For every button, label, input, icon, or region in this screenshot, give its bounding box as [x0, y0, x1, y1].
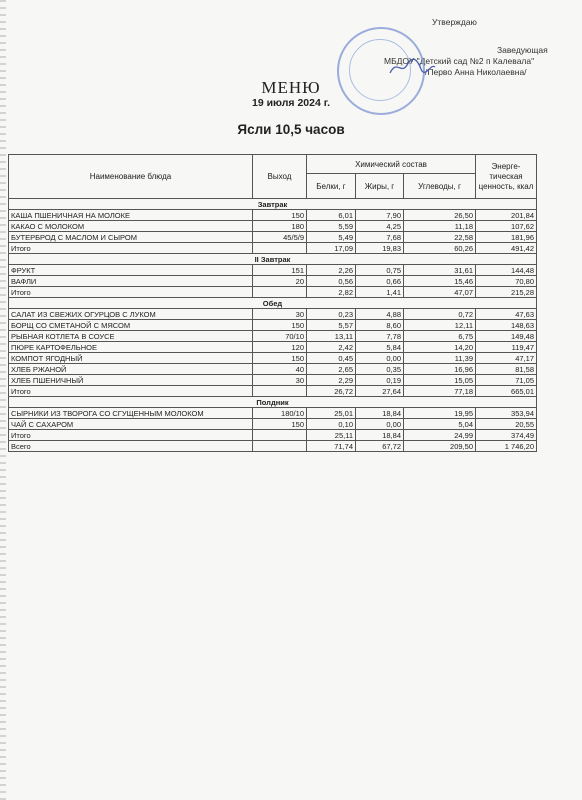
table-row — [9, 353, 537, 364]
protein-cell: 2,26 — [307, 265, 356, 276]
fat-cell: 0,00 — [356, 353, 404, 364]
output-cell: 30 — [253, 309, 307, 320]
protein-cell: 71,74 — [307, 441, 356, 452]
total-row — [9, 430, 537, 441]
output-cell: 150 — [253, 353, 307, 364]
energy-cell: 215,28 — [476, 287, 537, 298]
output-cell: 45/5/9 — [253, 232, 307, 243]
table-row — [9, 375, 537, 386]
output-cell: 180/10 — [253, 408, 307, 419]
table-row — [9, 265, 537, 276]
dish-name: СЫРНИКИ ИЗ ТВОРОГА СО СГУЩЕННЫМ МОЛОКОМ — [9, 408, 253, 419]
energy-cell: 47,17 — [476, 353, 537, 364]
dish-name: Всего — [9, 441, 253, 452]
carb-cell: 16,96 — [404, 364, 476, 375]
carb-cell: 77,18 — [404, 386, 476, 397]
table-row — [9, 408, 537, 419]
protein-cell: 2,42 — [307, 342, 356, 353]
dish-name: Итого — [9, 386, 253, 397]
energy-cell: 144,48 — [476, 265, 537, 276]
approve-organization: МБДОУ "Детский сад №2 п Калевала" — [384, 56, 535, 66]
carb-cell: 11,39 — [404, 353, 476, 364]
section-title: Завтрак — [9, 199, 537, 210]
fat-header: Жиры, г — [356, 174, 404, 199]
page-binding-edge — [0, 0, 6, 800]
output-cell: 151 — [253, 265, 307, 276]
output-cell: 20 — [253, 276, 307, 287]
carb-cell: 12,11 — [404, 320, 476, 331]
dish-name: БОРЩ СО СМЕТАНОЙ С МЯСОМ — [9, 320, 253, 331]
protein-cell: 2,65 — [307, 364, 356, 375]
carb-cell: 15,05 — [404, 375, 476, 386]
carb-cell: 26,50 — [404, 210, 476, 221]
approve-label: Утверждаю — [432, 17, 477, 27]
output-cell: 40 — [253, 364, 307, 375]
section-row — [9, 254, 537, 265]
table-row — [9, 232, 537, 243]
table-row — [9, 320, 537, 331]
protein-cell: 6,01 — [307, 210, 356, 221]
energy-cell: 107,62 — [476, 221, 537, 232]
protein-cell: 25,11 — [307, 430, 356, 441]
fat-cell: 5,84 — [356, 342, 404, 353]
protein-cell: 26,72 — [307, 386, 356, 397]
energy-cell: 201,84 — [476, 210, 537, 221]
output-cell: 70/10 — [253, 331, 307, 342]
energy-cell: 491,42 — [476, 243, 537, 254]
section-row — [9, 397, 537, 408]
energy-cell: 70,80 — [476, 276, 537, 287]
signature — [387, 55, 437, 79]
dish-name: Итого — [9, 287, 253, 298]
fat-cell: 4,25 — [356, 221, 404, 232]
energy-cell: 81,58 — [476, 364, 537, 375]
menu-table — [8, 154, 537, 452]
carb-cell: 209,50 — [404, 441, 476, 452]
section-title: Обед — [9, 298, 537, 309]
dish-name: Итого — [9, 243, 253, 254]
section-row — [9, 298, 537, 309]
dish-name: ФРУКТ — [9, 265, 253, 276]
output-cell — [253, 386, 307, 397]
energy-cell: 1 746,20 — [476, 441, 537, 452]
table-row — [9, 210, 537, 221]
dish-name: ЧАЙ С САХАРОМ — [9, 419, 253, 430]
carb-cell: 5,04 — [404, 419, 476, 430]
energy-cell: 148,63 — [476, 320, 537, 331]
fat-cell: 4,88 — [356, 309, 404, 320]
fat-cell: 0,35 — [356, 364, 404, 375]
carb-cell: 0,72 — [404, 309, 476, 320]
carb-cell: 22,58 — [404, 232, 476, 243]
protein-cell: 13,11 — [307, 331, 356, 342]
energy-cell: 665,01 — [476, 386, 537, 397]
dish-name: КАША ПШЕНИЧНАЯ НА МОЛОКЕ — [9, 210, 253, 221]
group-name: Ясли 10,5 часов — [237, 122, 345, 137]
protein-cell: 0,56 — [307, 276, 356, 287]
protein-cell: 2,82 — [307, 287, 356, 298]
energy-header: Энерге-тическая ценность, ккал — [476, 155, 537, 199]
energy-cell: 149,48 — [476, 331, 537, 342]
protein-cell: 0,45 — [307, 353, 356, 364]
protein-cell: 5,49 — [307, 232, 356, 243]
fat-cell: 0,75 — [356, 265, 404, 276]
carb-cell: 15,46 — [404, 276, 476, 287]
protein-cell: 17,09 — [307, 243, 356, 254]
dish-name: КОМПОТ ЯГОДНЫЙ — [9, 353, 253, 364]
output-cell — [253, 287, 307, 298]
dish-name: САЛАТ ИЗ СВЕЖИХ ОГУРЦОВ С ЛУКОМ — [9, 309, 253, 320]
output-cell — [253, 243, 307, 254]
table-row — [9, 276, 537, 287]
output-header: Выход — [253, 155, 307, 199]
carb-header: Углеводы, г — [404, 174, 476, 199]
table-row — [9, 221, 537, 232]
output-cell — [253, 441, 307, 452]
dish-name: ПЮРЕ КАРТОФЕЛЬНОЕ — [9, 342, 253, 353]
fat-cell: 7,78 — [356, 331, 404, 342]
carb-cell: 6,75 — [404, 331, 476, 342]
output-cell: 30 — [253, 375, 307, 386]
protein-cell: 0,10 — [307, 419, 356, 430]
chem-header: Химический состав — [307, 155, 476, 174]
energy-cell: 71,05 — [476, 375, 537, 386]
table-row — [9, 342, 537, 353]
output-cell: 150 — [253, 419, 307, 430]
protein-cell: 5,59 — [307, 221, 356, 232]
fat-cell: 1,41 — [356, 287, 404, 298]
energy-cell: 353,94 — [476, 408, 537, 419]
total-row — [9, 441, 537, 452]
fat-cell: 27,64 — [356, 386, 404, 397]
table-row — [9, 364, 537, 375]
protein-cell: 0,23 — [307, 309, 356, 320]
section-title: II Завтрак — [9, 254, 537, 265]
section-row — [9, 199, 537, 210]
fat-cell: 19,83 — [356, 243, 404, 254]
dish-header: Наименование блюда — [9, 155, 253, 199]
total-row — [9, 243, 537, 254]
output-cell — [253, 430, 307, 441]
fat-cell: 0,19 — [356, 375, 404, 386]
protein-cell: 5,57 — [307, 320, 356, 331]
approve-position: Заведующая — [497, 45, 548, 55]
dish-name: Итого — [9, 430, 253, 441]
total-row — [9, 287, 537, 298]
carb-cell: 11,18 — [404, 221, 476, 232]
output-cell: 180 — [253, 221, 307, 232]
fat-cell: 18,84 — [356, 430, 404, 441]
dish-name: ХЛЕБ ПШЕНИЧНЫЙ — [9, 375, 253, 386]
carb-cell: 47,07 — [404, 287, 476, 298]
section-title: Полдник — [9, 397, 537, 408]
output-cell: 150 — [253, 320, 307, 331]
fat-cell: 7,68 — [356, 232, 404, 243]
fat-cell: 0,66 — [356, 276, 404, 287]
fat-cell: 0,00 — [356, 419, 404, 430]
table-row — [9, 309, 537, 320]
table-row — [9, 419, 537, 430]
fat-cell: 67,72 — [356, 441, 404, 452]
total-row — [9, 386, 537, 397]
carb-cell: 31,61 — [404, 265, 476, 276]
energy-cell: 119,47 — [476, 342, 537, 353]
approve-name: /Перво Анна Николаевна/ — [425, 67, 527, 77]
output-cell: 150 — [253, 210, 307, 221]
energy-cell: 374,49 — [476, 430, 537, 441]
dish-name: ВАФЛИ — [9, 276, 253, 287]
dish-name: РЫБНАЯ КОТЛЕТА В СОУСЕ — [9, 331, 253, 342]
carb-cell: 19,95 — [404, 408, 476, 419]
fat-cell: 7,90 — [356, 210, 404, 221]
energy-cell: 181,96 — [476, 232, 537, 243]
carb-cell: 60,26 — [404, 243, 476, 254]
menu-body — [9, 199, 537, 452]
dish-name: КАКАО С МОЛОКОМ — [9, 221, 253, 232]
fat-cell: 18,84 — [356, 408, 404, 419]
page-title: МЕНЮ — [261, 78, 321, 97]
menu-date: 19 июля 2024 г. — [252, 97, 330, 109]
carb-cell: 14,20 — [404, 342, 476, 353]
table-row — [9, 331, 537, 342]
dish-name: БУТЕРБРОД С МАСЛОМ И СЫРОМ — [9, 232, 253, 243]
protein-cell: 2,29 — [307, 375, 356, 386]
energy-cell: 20,55 — [476, 419, 537, 430]
fat-cell: 8,60 — [356, 320, 404, 331]
energy-cell: 47,63 — [476, 309, 537, 320]
carb-cell: 24,99 — [404, 430, 476, 441]
protein-header: Белки, г — [307, 174, 356, 199]
protein-cell: 25,01 — [307, 408, 356, 419]
dish-name: ХЛЕБ РЖАНОЙ — [9, 364, 253, 375]
output-cell: 120 — [253, 342, 307, 353]
